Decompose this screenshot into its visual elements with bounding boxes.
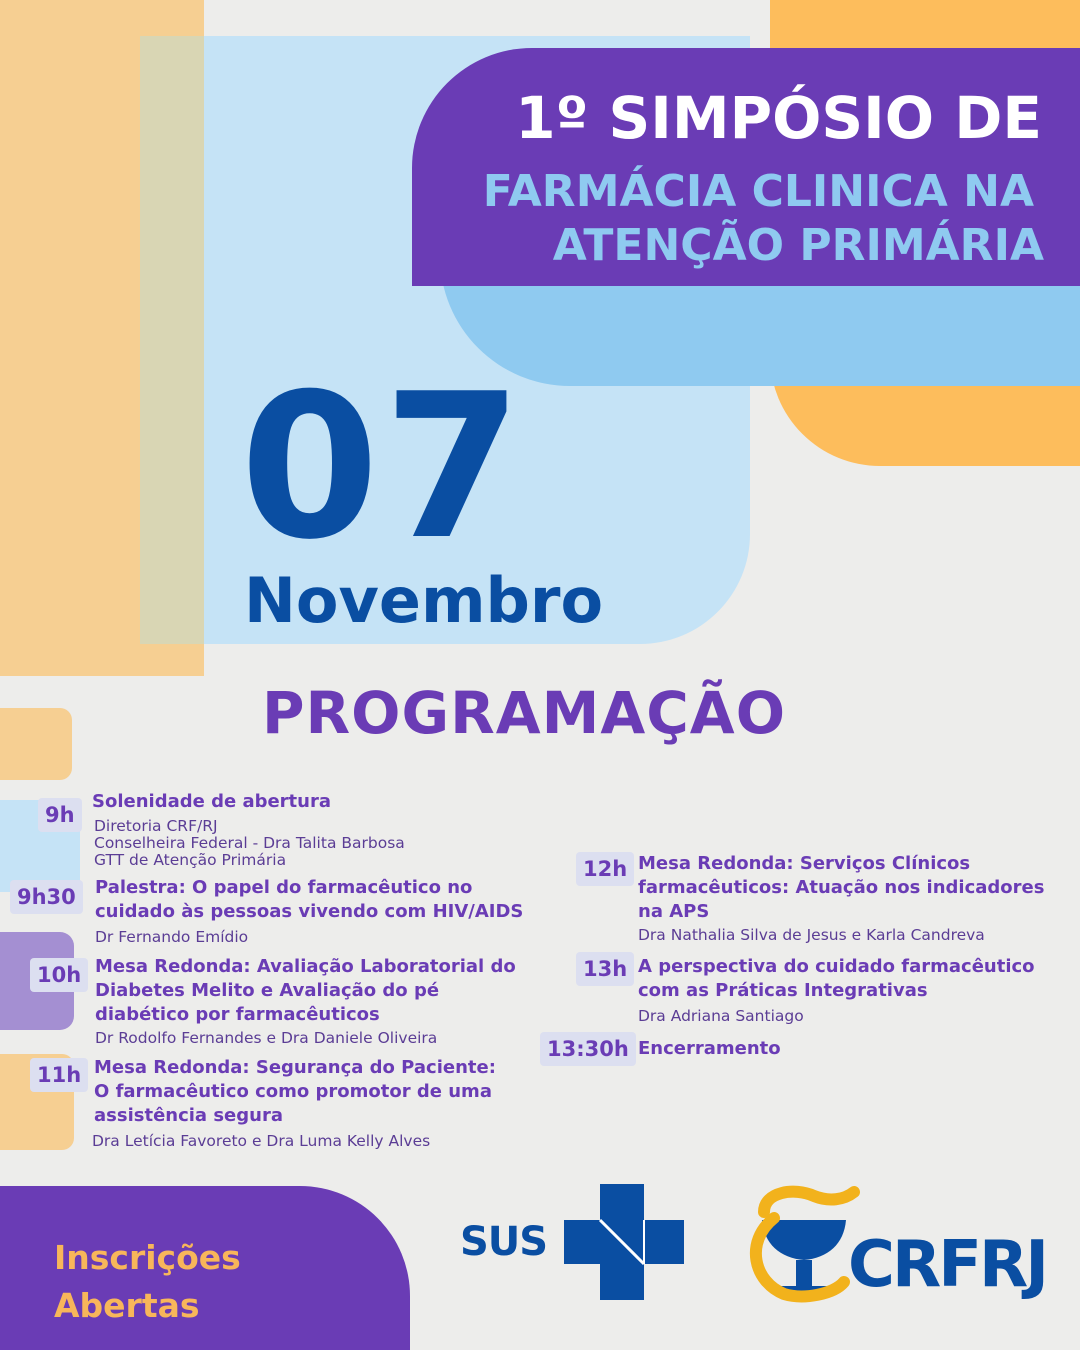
event-detail: Dra Letícia Favoreto e Dra Luma Kelly Alves xyxy=(92,1132,431,1150)
sus-logo xyxy=(460,1184,684,1300)
registration-text xyxy=(54,1234,241,1330)
event-detail: Dra Nathalia Silva de Jesus e Karla Candreva xyxy=(638,926,985,944)
event-title: A perspectiva do cuidado farmacêutico com as Práticas Integrativas xyxy=(638,956,1035,1001)
crfrj-logo-text: CRFRJ xyxy=(848,1228,1047,1302)
event-title: Mesa Redonda: Serviços Clínicos farmacêuticos: Atuação nos indicadores na APS xyxy=(638,853,1045,922)
crfrj-logo xyxy=(744,1182,1074,1306)
overlap-tint xyxy=(140,36,204,644)
peach-tab-1 xyxy=(0,708,72,780)
event-title: Mesa Redonda: Segurança do Paciente: O farmacêutico como promotor de uma assistência segura xyxy=(94,1057,496,1126)
event-day: 07 xyxy=(240,351,527,584)
event-detail: GTT de Atenção Primária xyxy=(94,851,287,869)
title-line-1: 1º SIMPÓSIO DE xyxy=(515,84,1042,152)
registration-line-1: Inscrições xyxy=(54,1238,241,1277)
event-title: Solenidade de abertura xyxy=(92,791,332,812)
event-title: Palestra: O papel do farmacêutico no cuidado às pessoas vivendo com HIV/AIDS xyxy=(95,877,524,922)
time-badge: 9h30 xyxy=(10,880,83,914)
event-detail: Conselheira Federal - Dra Talita Barbosa xyxy=(94,834,405,852)
program-heading: PROGRAMAÇÃO xyxy=(262,679,786,747)
time-badge: 12h xyxy=(576,852,634,886)
registration-line-2: Abertas xyxy=(54,1286,200,1325)
event-detail: Dr Rodolfo Fernandes e Dra Daniele Oliveira xyxy=(95,1029,438,1047)
time-badge: 13:30h xyxy=(540,1032,636,1066)
sus-cross-icon xyxy=(564,1184,684,1300)
event-title: Mesa Redonda: Avaliação Laboratorial do Diabetes Melito e Avaliação do pé diabético por farmacêuticos xyxy=(95,956,516,1025)
event-title: Encerramento xyxy=(638,1038,781,1059)
title-line-3: ATENÇÃO PRIMÁRIA xyxy=(552,220,1044,271)
time-badge: 11h xyxy=(30,1058,88,1092)
time-badge: 13h xyxy=(576,952,634,986)
sus-logo-text: SUS xyxy=(460,1219,548,1265)
time-badge: 9h xyxy=(38,798,82,832)
title-line-2: FARMÁCIA CLINICA NA xyxy=(482,166,1034,217)
event-detail: Dra Adriana Santiago xyxy=(638,1007,804,1025)
event-month: Novembro xyxy=(244,564,604,637)
event-detail: Dr Fernando Emídio xyxy=(95,928,249,946)
time-badge: 10h xyxy=(30,958,88,992)
event-detail: Diretoria CRF/RJ xyxy=(94,817,218,835)
